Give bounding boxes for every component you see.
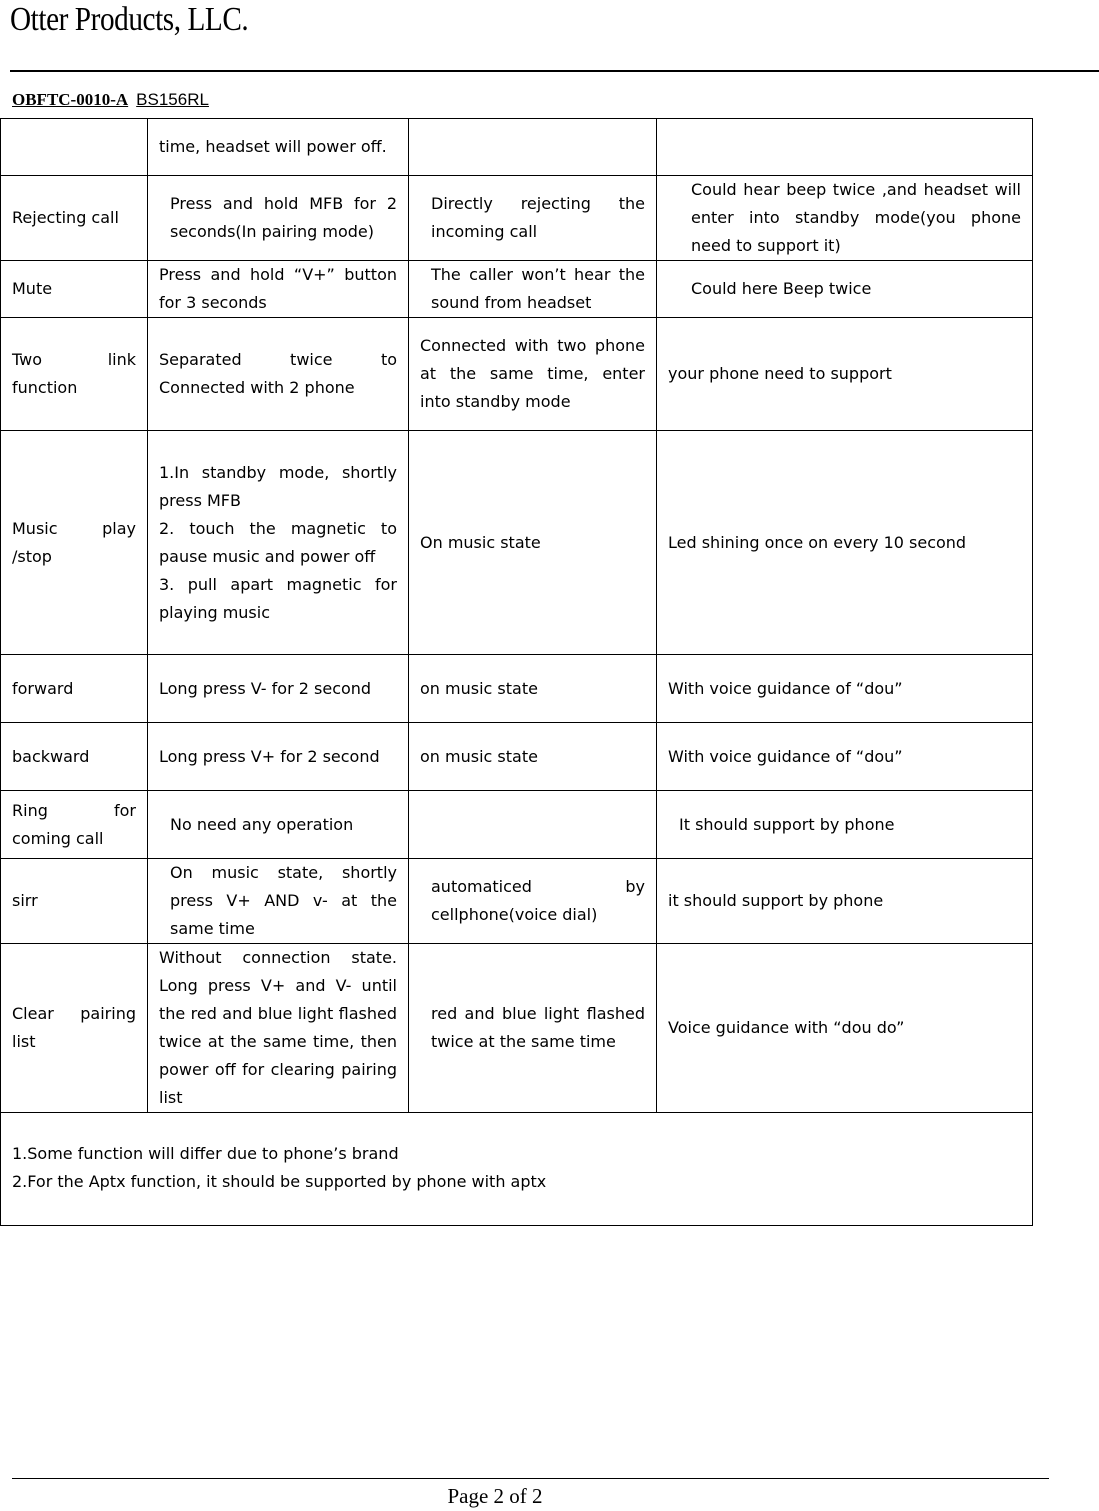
state-cell: On music state [409,431,657,655]
indication-cell: it should support by phone [657,859,1033,944]
table-row [1,318,1033,431]
page-number: Page 2 of 2 [447,1484,543,1508]
document-id-line [12,90,209,114]
operation-cell: On music state, shortly press V+ AND v- at the same time [148,859,409,944]
table-row [1,723,1033,791]
indication-cell: Led shining once on every 10 second [657,431,1033,655]
table-row [1,859,1033,944]
note-1: 1.Some function will differ due to phone’s brand [12,1144,399,1163]
table-row [1,1113,1033,1226]
notes-cell [1,1113,1033,1226]
company-name: Otter Products, LLC. [10,1,249,38]
state-cell: The caller won’t hear the sound from headset [409,261,657,318]
operation-cell: Without connection state. Long press V+ and V- until the red and blue light flashed twice at the same time, then power off for clearing pairing list [148,944,409,1113]
state-cell: on music state [409,655,657,723]
indication-cell: Voice guidance with “dou do” [657,944,1033,1113]
document-code: OBFTC-0010-A [12,90,129,109]
function-name-cell: backward [1,723,148,791]
operation-cell: Press and hold “V+” button for 3 seconds [148,261,409,318]
state-cell: Directly rejecting the incoming call [409,176,657,261]
music-step-1: 1.In standby mode, shortly press MFB [159,462,397,510]
table-row [1,119,1033,176]
indication-cell: With voice guidance of “dou” [657,723,1033,791]
table-row [1,261,1033,318]
function-name-cell: Music play /stop [1,431,148,655]
table-row [1,944,1033,1113]
indication-cell: your phone need to support [657,318,1033,431]
table-row [1,431,1033,655]
function-name-cell: Clear pairing list [1,944,148,1113]
music-step-2: 2. touch the magnetic to pause music and power off [159,518,397,566]
header-divider [10,70,1099,72]
function-name-cell: Rejecting call [1,176,148,261]
indication-cell: With voice guidance of “dou” [657,655,1033,723]
operation-cell: Press and hold MFB for 2 seconds(In pairing mode) [148,176,409,261]
table-cell: time, headset will power off. [148,119,409,176]
operation-cell: Long press V- for 2 second [148,655,409,723]
table-row [1,176,1033,261]
function-name-cell: sirr [1,859,148,944]
operation-cell: No need any operation [148,791,409,859]
state-cell: Connected with two phone at the same time, enter into standby mode [409,318,657,431]
function-name-cell: Two link function [1,318,148,431]
table-row [1,655,1033,723]
model-number: BS156RL [136,90,209,109]
table-cell [657,119,1033,176]
table-row [1,791,1033,859]
indication-cell: Could here Beep twice [657,261,1033,318]
table-cell [409,119,657,176]
operation-cell: Separated twice to Connected with 2 phone [148,318,409,431]
music-step-3: 3. pull apart magnetic for playing music [159,574,397,622]
indication-cell: Could hear beep twice ,and headset will enter into standby mode(you phone need to support it) [657,176,1033,261]
state-cell [409,791,657,859]
operation-cell: Long press V+ for 2 second [148,723,409,791]
state-cell: red and blue light flashed twice at the same time [409,944,657,1113]
function-spec-table [0,118,1033,1226]
note-2: 2.For the Aptx function, it should be supported by phone with aptx [12,1172,547,1191]
function-name-cell: Mute [1,261,148,318]
indication-cell: It should support by phone [657,791,1033,859]
table-cell [1,119,148,176]
state-cell: automaticed by cellphone(voice dial) [409,859,657,944]
footer-divider [12,1478,1049,1479]
function-name-cell: Ring for coming call [1,791,148,859]
operation-cell [148,431,409,655]
function-name-cell: forward [1,655,148,723]
state-cell: on music state [409,723,657,791]
